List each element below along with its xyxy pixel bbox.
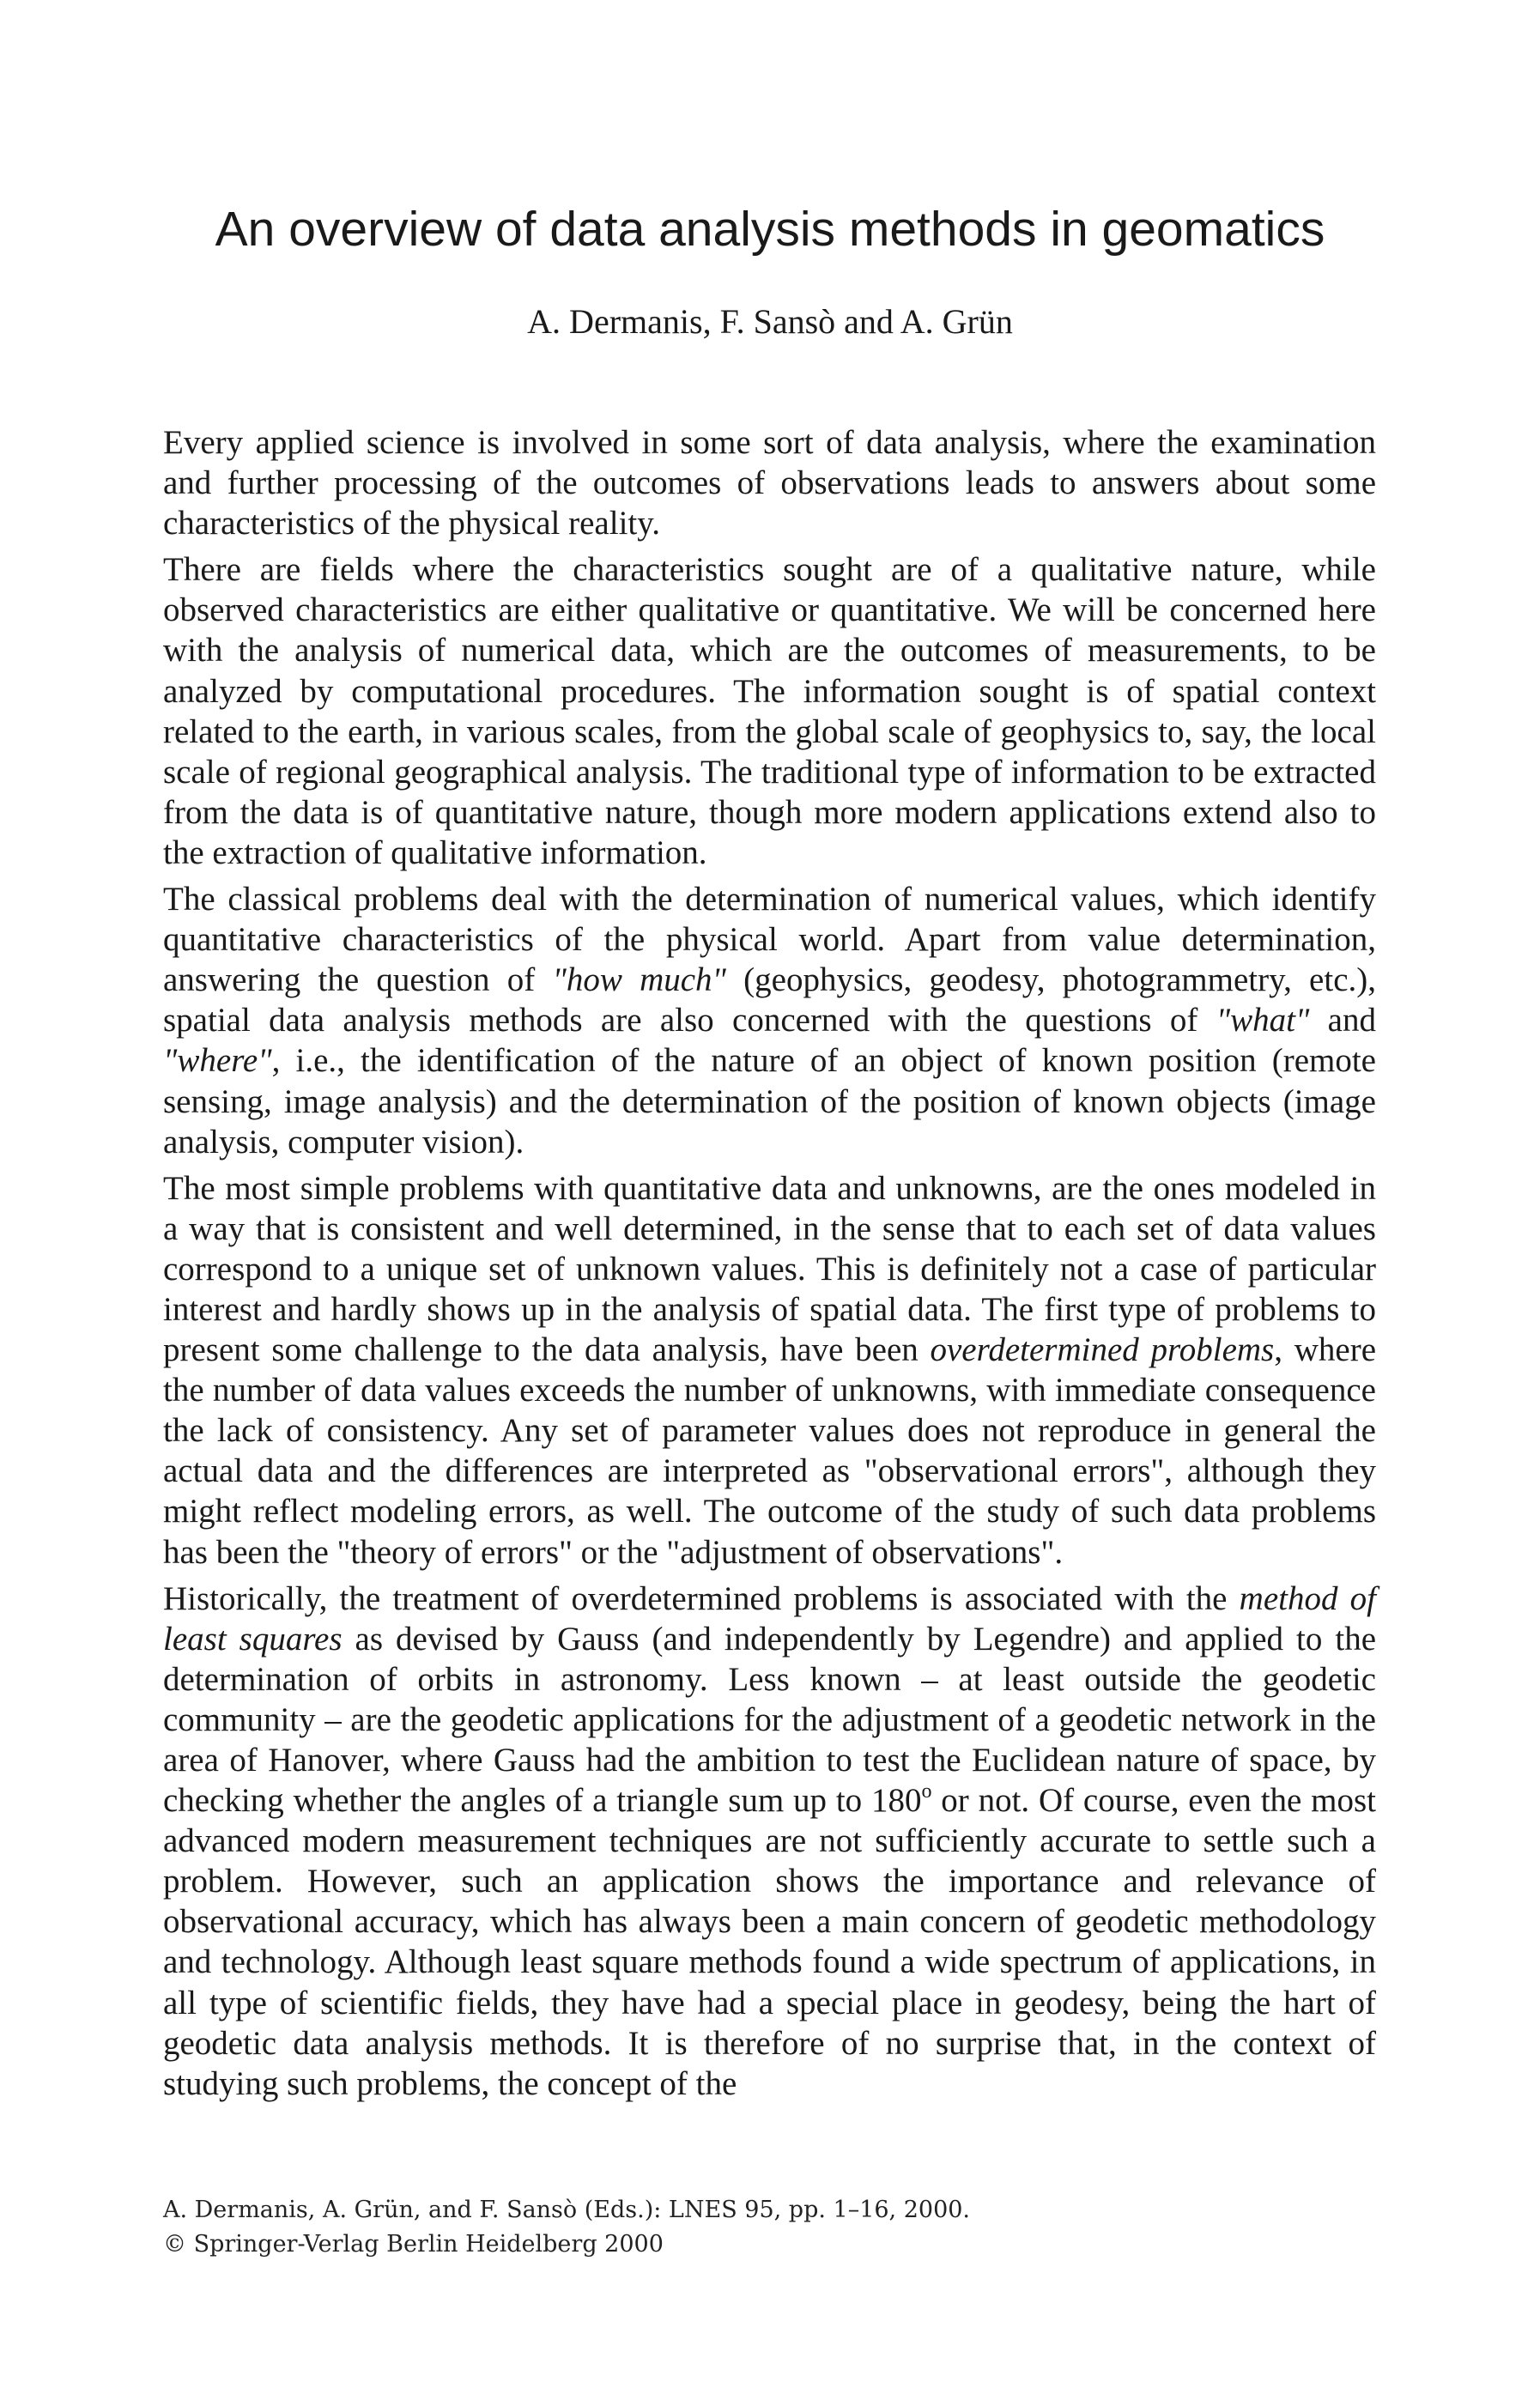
paper-title: An overview of data analysis methods in geomatics: [215, 202, 1325, 257]
paragraph: [163, 879, 1376, 1162]
paragraph-text: Historically, the treatment of overdetermined problems is associated with the: [163, 1579, 1240, 1617]
paragraph-text: There are fields where the characteristics sought are of a qualitative nature, while observed characteristics are either qualitative or quantitative. We will be concerned here with the analysis of numerical data, which are the outcomes of measurements, to be analyzed by computational procedures. The information sought is of spatial context related to the earth, in various scales, from the global scale of geophysics to, say, the local scale of regional geographical analysis. The traditional type of information to be extracted from the data is of quantitative nature, though more modern applications extend also to the extraction of qualitative information.: [163, 551, 1376, 871]
paragraph-text: as devised by Gauss (and independently by Legendre) and applied to the determination of orbits in astronomy. Less known – at least outside the geodetic community – are the geodetic applications for the adjustment of a geodetic network in the area of Hanover, where Gauss had the ambition to test the Euclidean nature of space, by checking whether the angles of a triangle sum up to 180: [163, 1620, 1376, 1820]
paragraph-text: The classical problems deal with the determination of numerical values, which identify quantitative characteristics of the physical world. Apart from value determination, answering the question of: [163, 881, 1376, 999]
emphasis-text: "how much": [552, 961, 726, 999]
footer-copyright: © Springer-Verlag Berlin Heidelberg 2000: [163, 2231, 664, 2258]
degree-superscript: o: [921, 1780, 932, 1803]
paragraph-text: or not. Of course, even the most advanced modern measurement techniques are not sufficiently accurate to settle such a problem. However, such an application shows the importance and relevance of observational accuracy, which has always been a main concern of geodetic methodology and technology. Although least square methods found a wide spectrum of applications, in all type of scientific fields, they have had a special place in geodesy, being the hart of geodetic data analysis methods. It is therefore of no surprise that, in the context of studying such problems, the concept of the: [163, 1782, 1376, 2102]
paper-authors: A. Dermanis, F. Sansò and A. Grün: [527, 302, 1013, 341]
paragraph-text: Every applied science is involved in some sort of data analysis, where the examination and further processing of the outcomes of observations leads to answers about some characteristics of the physical reality.: [163, 424, 1376, 542]
paragraph-text: , where the number of data values exceeds the number of unknowns, with immediate consequence the lack of consistency. Any set of parameter values does not reproduce in general the actual data and the differences are interpreted as "observational errors", although they might reflect modeling errors, as well. The outcome of the study of such data problems has been the "theory of errors" or the "adjustment of observations".: [163, 1331, 1377, 1571]
paragraph-text: , i.e., the identification of the nature of an object of known position (remote sensing, image analysis) and the determination of the position of known objects (image analysis, computer vision).: [163, 1042, 1376, 1161]
emphasis-text: method of least squares: [163, 1579, 1376, 1658]
paragraph: [163, 1168, 1376, 1573]
paragraph: [163, 549, 1376, 873]
paragraph: [163, 422, 1376, 543]
emphasis-text: "where": [163, 1042, 272, 1080]
paragraph: [163, 1579, 1376, 2104]
emphasis-text: overdetermined problems: [930, 1331, 1275, 1369]
emphasis-text: "what": [1216, 1002, 1310, 1039]
body-text: [163, 422, 1376, 2104]
paragraph-text: and: [1309, 1002, 1376, 1039]
paragraph-text: (geophysics, geodesy, photogrammetry, etc.), spatial data analysis methods are also concerned with the questions of: [163, 961, 1376, 1039]
footer-citation: A. Dermanis, A. Grün, and F. Sansò (Eds.): LNES 95, pp. 1–16, 2000.: [163, 2197, 971, 2223]
paragraph-text: The most simple problems with quantitative data and unknowns, are the ones modeled in a way that is consistent and well determined, in the sense that to each set of data values correspond to a unique set of unknown values. This is definitely not a case of particular interest and hardly shows up in the analysis of spatial data. The first type of problems to present some challenge to the data analysis, have been: [163, 1169, 1376, 1369]
footer: [163, 2193, 970, 2262]
